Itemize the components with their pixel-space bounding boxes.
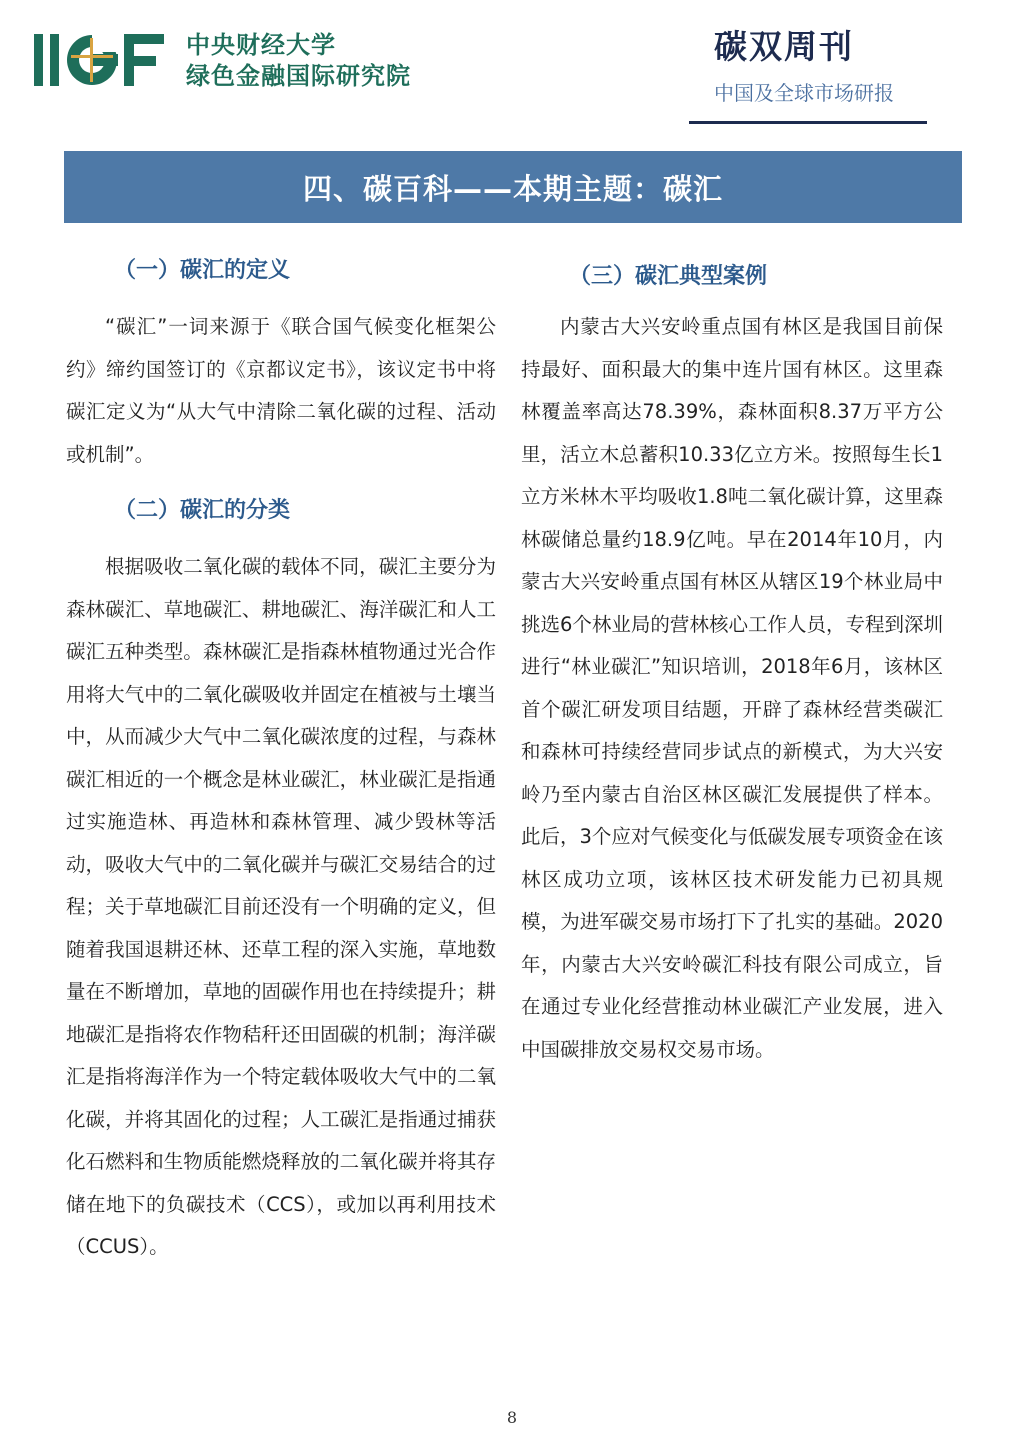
left-column	[66, 256, 496, 1269]
publication-brand	[714, 26, 894, 106]
section-body-definition: “碳汇”一词来源于《联合国气候变化框架公约》缔约国签订的《京都议定书》，该议定书中将碳汇定义为“从大气中清除二氧化碳的过程、活动或机制”。	[66, 315, 496, 466]
section-body-classification: 根据吸收二氧化碳的载体不同，碳汇主要分为森林碳汇、草地碳汇、耕地碳汇、海洋碳汇和人工碳汇五种类型。森林碳汇是指森林植物通过光合作用将大气中的二氧化碳吸收并固定在植被与土壤当中，从而减少大气中二氧化碳浓度的过程，与森林碳汇相近的一个概念是林业碳汇，林业碳汇是指通过实施造林、再造林和森林管理、减少毁林等活动，吸收大气中的二氧化碳并与碳汇交易结合的过程；关于草地碳汇目前还没有一个明确的定义，但随着我国退耕还林、还草工程的深入实施，草地数量在不断增加，草地的固碳作用也在持续提升；耕地碳汇是指将农作物秸秆还田固碳的机制；海洋碳汇是指将海洋作为一个特定载体吸收大气中的二氧化碳，并将其固化的过程；人工碳汇是指通过捕获化石燃料和生物质能燃烧释放的二氧化碳并将其存储在地下的负碳技术（CCS），或加以再利用技术（CCUS）。	[66, 555, 496, 1258]
org-name-line2: 绿色金融国际研究院	[186, 62, 411, 90]
iigf-logo	[30, 30, 170, 90]
section-heading-definition: （一）碳汇的定义	[114, 258, 291, 283]
page-number: 8	[506, 1408, 518, 1427]
page-header	[0, 0, 1024, 130]
publication-title: 碳双周刊	[714, 27, 854, 66]
header-divider	[689, 121, 927, 124]
banner-title: 四、碳百科——本期主题：碳汇	[302, 171, 723, 206]
organization-name	[186, 30, 411, 92]
publication-subtitle: 中国及全球市场研报	[714, 81, 894, 105]
section-heading-classification: （二）碳汇的分类	[114, 498, 291, 523]
section-heading-case: （三）碳汇典型案例	[569, 264, 768, 289]
section-body-case: 内蒙古大兴安岭重点国有林区是我国目前保持最好、面积最大的集中连片国有林区。这里森林覆盖率高达78.39%，森林面积8.37万平方公里，活立木总蓄积10.33亿立方米。按照每生长1立方米林木平均吸收1.8吨二氧化碳计算，这里森林碳储总量约18.9亿吨。早在2014年10月，内蒙古大兴安岭重点国有林区从辖区19个林业局中挑选6个林业局的营林核心工作人员，专程到深圳进行“林业碳汇”知识培训，2018年6月，该林区首个碳汇研发项目结题，开辟了森林经营类碳汇和森林可持续经营同步试点的新模式，为大兴安岭乃至内蒙古自治区林区碳汇发展提供了样本。此后，3个应对气候变化与低碳发展专项资金在该林区成功立项，该林区技术研发能力已初具规模，为进军碳交易市场打下了扎实的基础。2020年，内蒙古大兴安岭碳汇科技有限公司成立，旨在通过专业化经营推动林业碳汇产业发展，进入中国碳排放交易权交易市场。	[521, 315, 943, 1061]
right-column	[521, 256, 943, 1071]
org-name-line1: 中央财经大学	[186, 31, 336, 59]
section-banner	[64, 151, 962, 223]
